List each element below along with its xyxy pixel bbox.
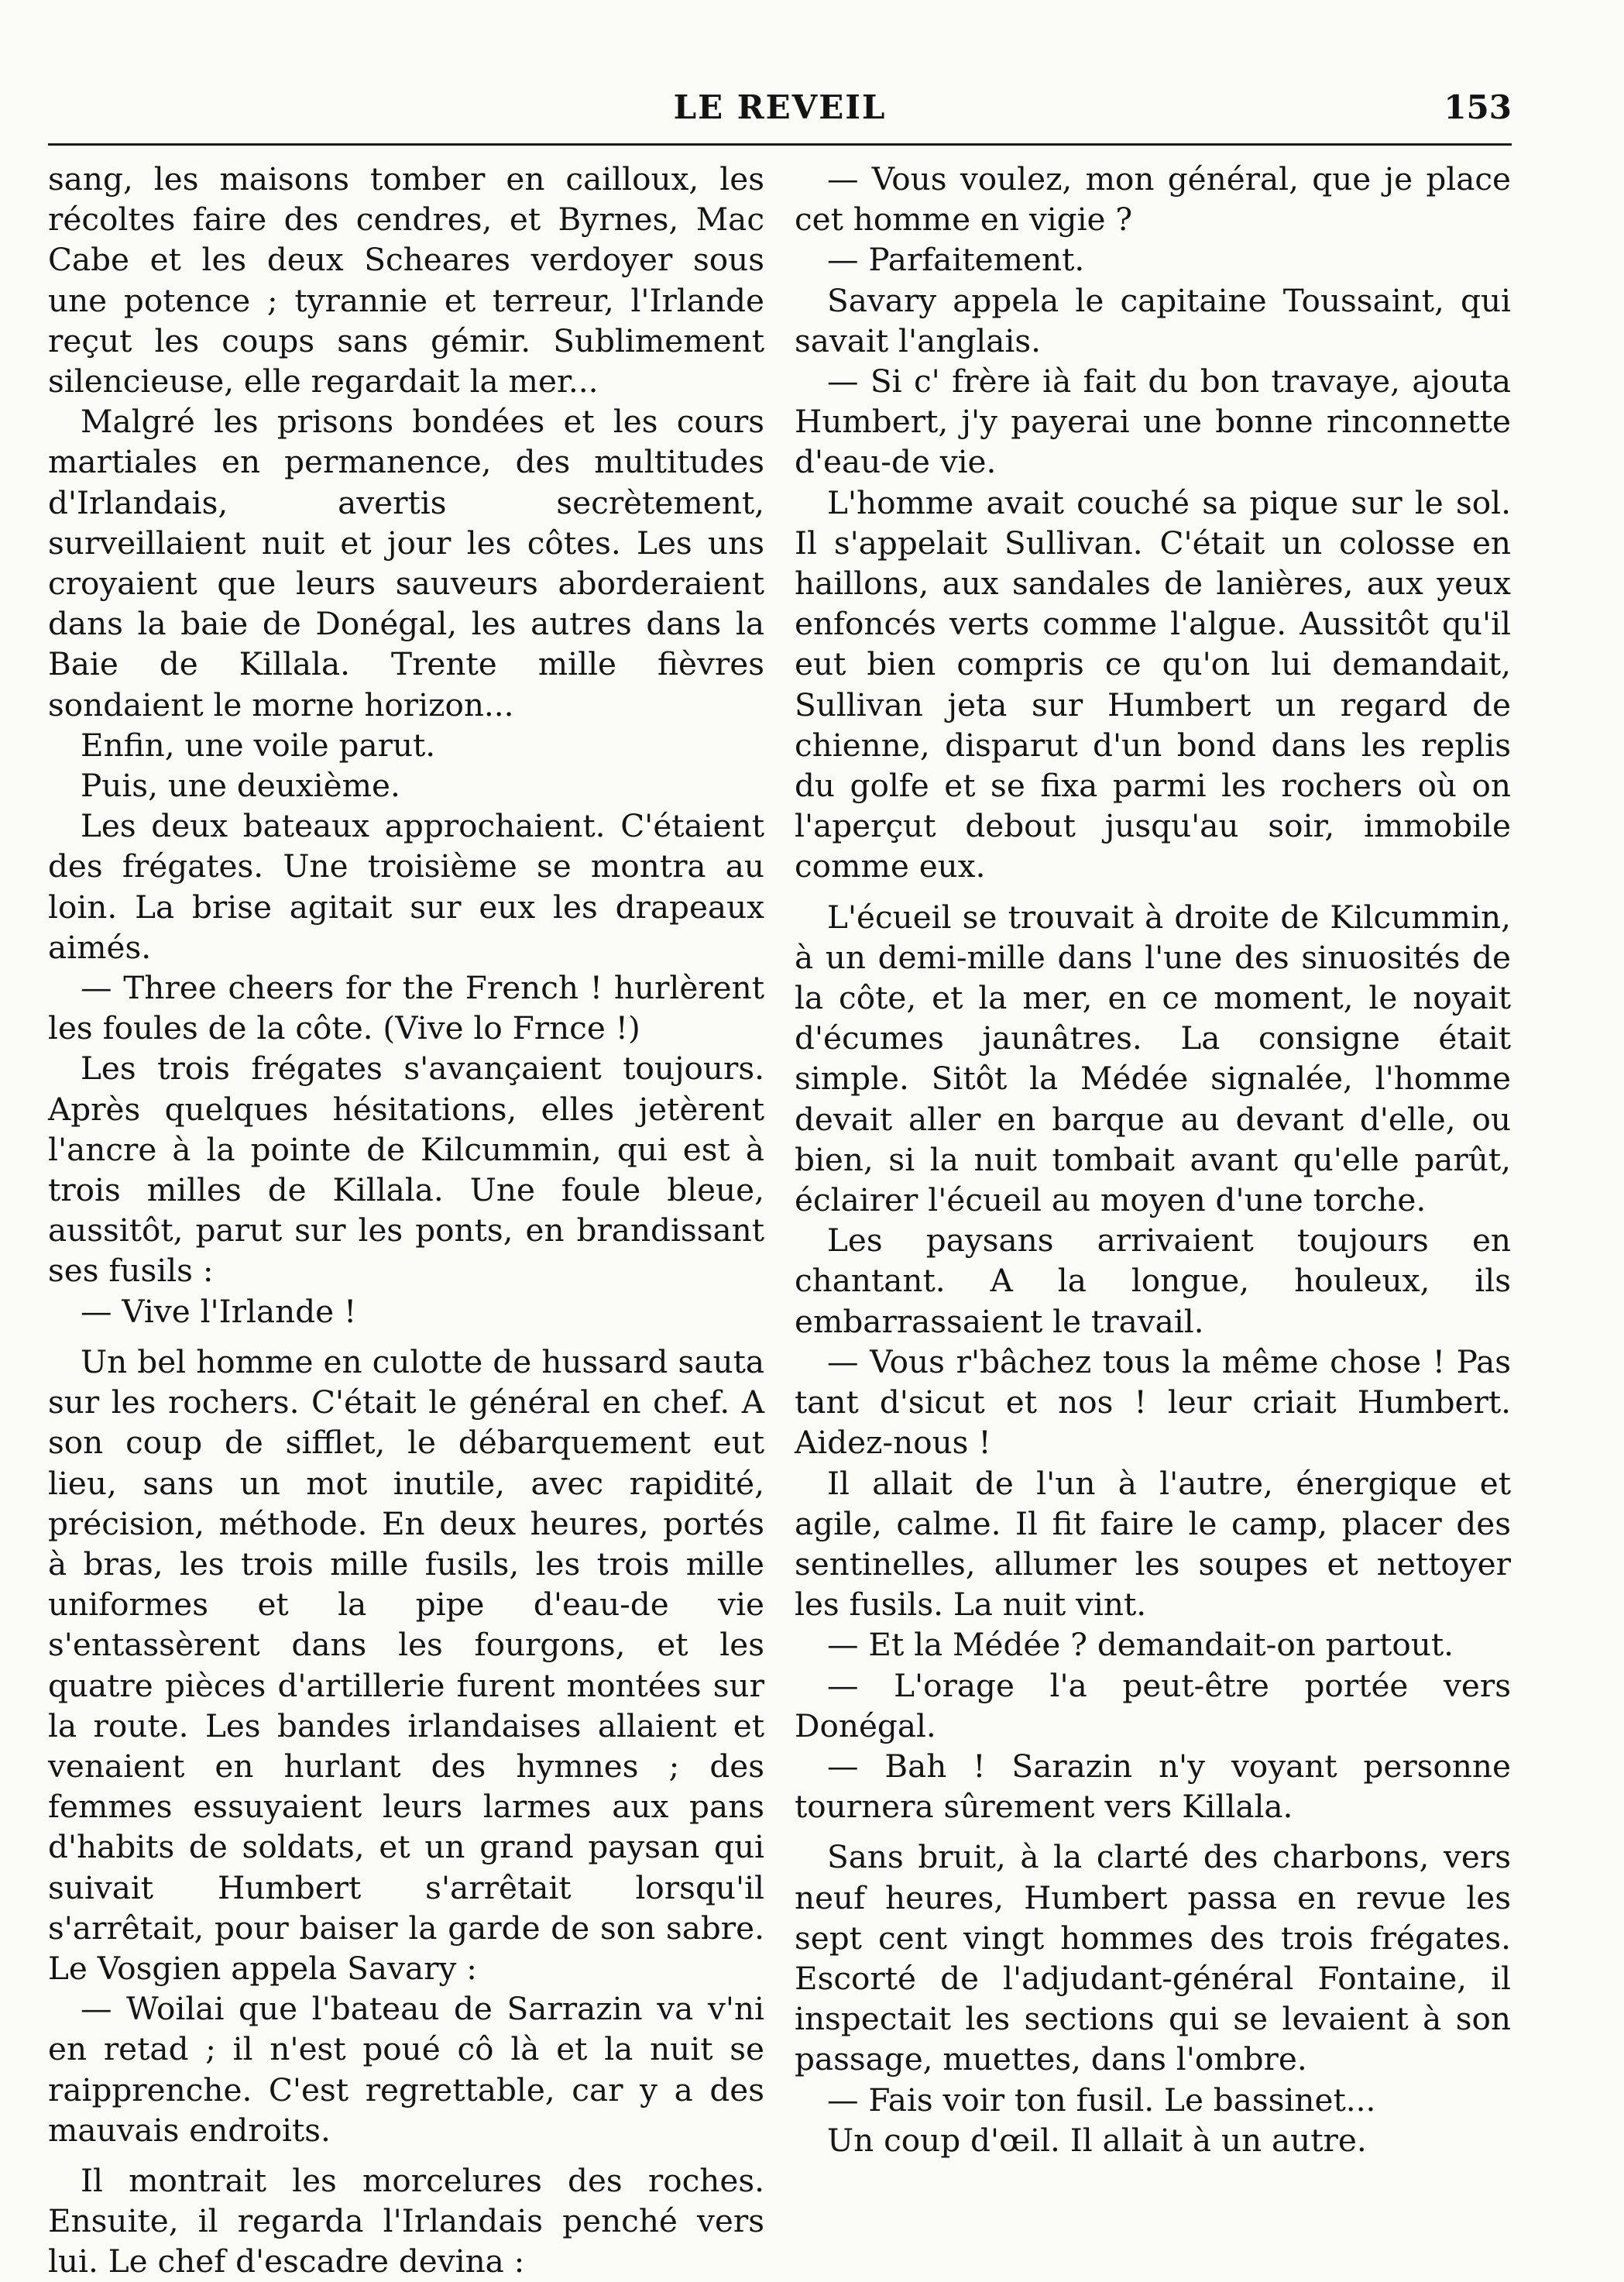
paragraph: — Fais voir ton fusil. Le bassinet... bbox=[827, 2081, 1376, 2119]
page-header bbox=[48, 81, 1512, 127]
paragraph: sang, les maisons tomber en cailloux, les récoltes faire des cendres, et Byrnes, Mac Cabe et les deux Scheares verdoyer sous une potence ; tyrannie et terreur, l'Irlande reçut les coups sans gémir. Sublimement silencieuse, elle regardait la mer... bbox=[48, 160, 764, 400]
left-column bbox=[48, 159, 764, 2282]
paragraph: Un bel homme en culotte de hussard sauta sur les rochers. C'était le général en chef. A son coup de sifflet, le débarquement eut lieu, sans un mot inutile, avec rapidité, précision, méthode. En deux heures, portés à bras, les trois mille fusils, les trois mille uniformes et la pipe d'eau-de vie s'entassèrent dans les fourgons, et les quatre pièces d'artillerie furent montées sur la route. Les bandes irlandaises allaient et venaient en hurlant des hymnes ; des femmes essuyaient leurs larmes aux pans d'habits de soldats, et un grand paysan qui suivait Humbert s'arrêtait lorsqu'il s'arrêtait, pour baiser la garde de son sabre. Le Vosgien appela Savary : bbox=[48, 1342, 764, 1987]
paragraph: Enfin, une voile parut. bbox=[81, 726, 436, 764]
paragraph: Un coup d'œil. Il allait à un autre. bbox=[827, 2121, 1367, 2159]
paragraph: — Woilai que l'bateau de Sarrazin va v'ni en retad ; il n'est poué cô là et la nuit se raipprenche. C'est regrettable, car y a des mauvais endroits. bbox=[48, 1990, 764, 2149]
paragraph: — Vous voulez, mon général, que je place cet homme en vigie ? bbox=[795, 160, 1511, 239]
paragraph: — Et la Médée ? demandait-on partout. bbox=[827, 1626, 1454, 1664]
paragraph: L'écueil se trouvait à droite de Kilcummin, à un demi-mille dans l'une des sinuosités de la côte, et la mer, en ce moment, le noyait d'écumes jaunâtres. La consigne était simple. Sitôt la Médée signalée, l'homme devait aller en barque au devant d'elle, ou bien, si la nuit tombait avant qu'elle parût, éclairer l'écueil au moyen d'une torche. bbox=[795, 898, 1511, 1219]
paragraph: Les paysans arrivaient toujours en chantant. A la longue, houleux, ils embarrassaient le travail. bbox=[795, 1222, 1511, 1340]
paragraph: — Si c' frère ià fait du bon travaye, ajouta Humbert, j'y payerai une bonne rinconnette d'eau-de vie. bbox=[795, 363, 1511, 481]
paragraph: Les trois frégates s'avançaient toujours. Après quelques hésitations, elles jetèrent l'ancre à la pointe de Kilcummin, qui est à trois milles de Killala. Une foule bleue, aussitôt, parut sur les ponts, en brandissant ses fusils : bbox=[48, 1050, 764, 1290]
paragraph: — Bah ! Sarazin n'y voyant personne tournera sûrement vers Killala. bbox=[795, 1747, 1511, 1826]
paragraph: — Parfaitement. bbox=[827, 241, 1085, 279]
paragraph: — Three cheers for the French ! hurlèrent les foules de la côte. (Vive lo Frnce !) bbox=[48, 969, 764, 1047]
paragraph: Les deux bateaux approchaient. C'étaient des frégates. Une troisième se montra au loin. La brise agitait sur eux les drapeaux aimés. bbox=[48, 807, 764, 966]
paragraph: Savary appela le capitaine Toussaint, qui savait l'anglais. bbox=[795, 281, 1511, 359]
paragraph: Il montrait les morcelures des roches. Ensuite, il regarda l'Irlandais penché vers lui. Le chef d'escadre devina : bbox=[48, 2161, 764, 2280]
paragraph: — L'orage l'a peut-être portée vers Donégal. bbox=[795, 1666, 1511, 1744]
paragraph: Malgré les prisons bondées et les cours martiales en permanence, des multitudes d'Irlandais, avertis secrètement, surveillaient nuit et jour les côtes. Les uns croyaient que leurs sauveurs aborderaient dans la baie de Donégal, les autres dans la Baie de Killala. Trente mille fièvres sondaient le morne horizon... bbox=[48, 403, 764, 723]
header-rule bbox=[48, 143, 1512, 146]
paragraph: Sans bruit, à la clarté des charbons, vers neuf heures, Humbert passa en revue les sept cent vingt hommes des trois frégates. Escorté de l'adjudant-général Fontaine, il inspectait les sections qui se levaient à son passage, muettes, dans l'ombre. bbox=[795, 1838, 1511, 2078]
right-column bbox=[795, 159, 1511, 2160]
paragraph: — Vive l'Irlande ! bbox=[81, 1292, 357, 1330]
page-number: 153 bbox=[1444, 88, 1512, 126]
paragraph: Il allait de l'un à l'autre, énergique et agile, calme. Il fit faire le camp, placer des sentinelles, allumer les soupes et nettoyer les fusils. La nuit vint. bbox=[795, 1464, 1511, 1624]
running-title: LE REVEIL bbox=[673, 88, 887, 126]
paragraph: — Vous r'bâchez tous la même chose ! Pas tant d'sicut et nos ! leur criait Humbert. Aidez-nous ! bbox=[795, 1342, 1511, 1462]
paragraph: Puis, une deuxième. bbox=[81, 767, 400, 805]
paragraph: L'homme avait couché sa pique sur le sol. Il s'appelait Sullivan. C'était un colosse en haillons, aux sandales de lanières, aux yeux enfoncés verts comme l'algue. Aussitôt qu'il eut bien compris ce qu'on lui demandait, Sullivan jeta sur Humbert un regard de chienne, disparut d'un bond dans les replis du golfe et se fixa parmi les rochers où on l'aperçut debout jusqu'au soir, immobile comme eux. bbox=[795, 483, 1511, 885]
